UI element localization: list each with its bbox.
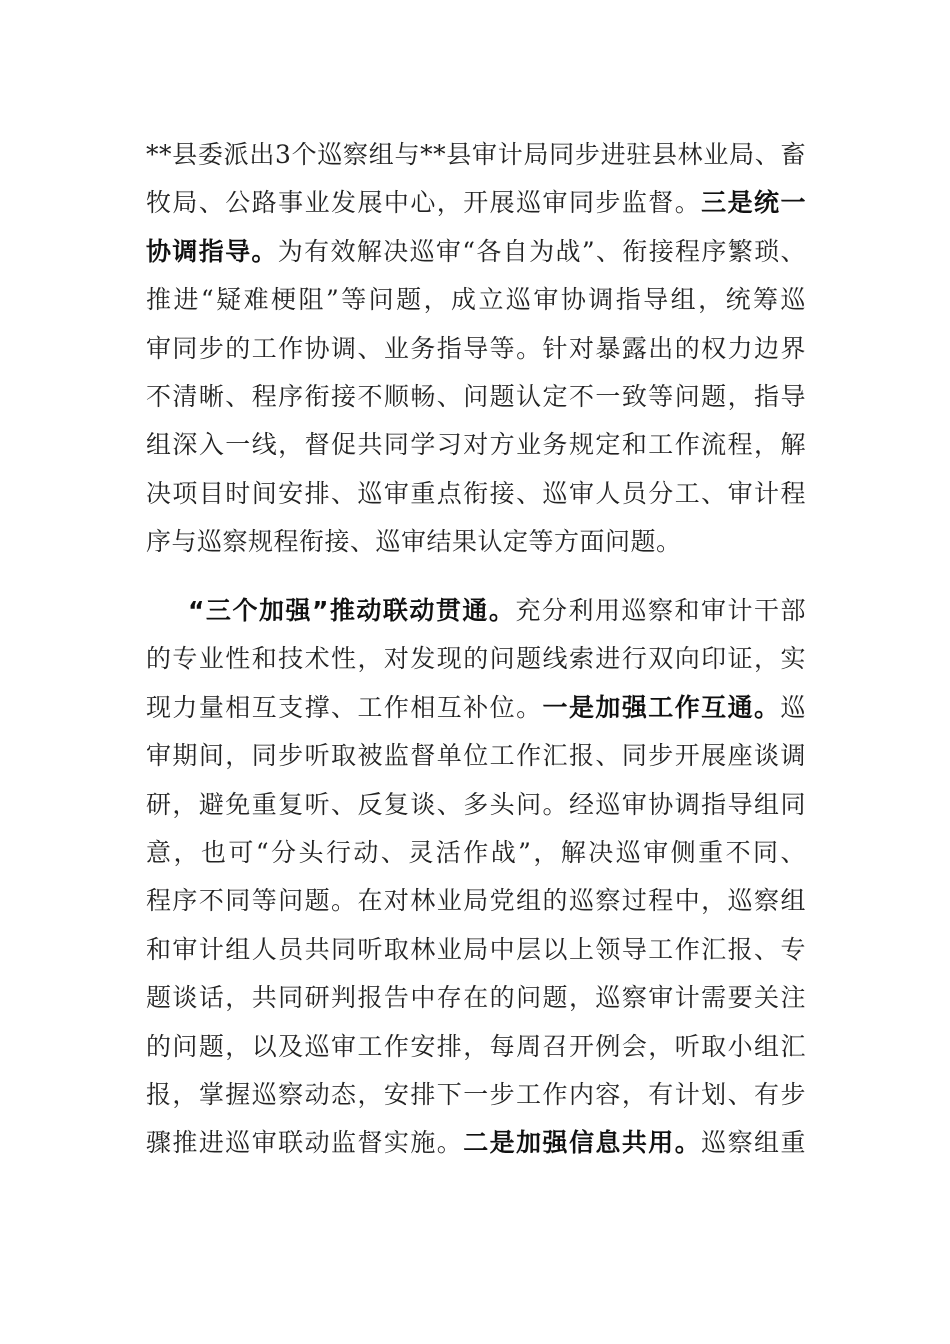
- text-line: 审同步的工作协调、业务指导等。针对暴露出的权力边界: [146, 333, 806, 363]
- text-line: 协调指导。为有效解决巡审“各自为战”、衔接程序繁琐、: [146, 236, 806, 266]
- text-line: 题谈话，共同研判报告中存在的问题，巡察审计需要关注: [146, 983, 806, 1013]
- text-line: 报，掌握巡察动态，安排下一步工作内容，有计划、有步: [146, 1079, 806, 1109]
- text-line: 组深入一线，督促共同学习对方业务规定和工作流程，解: [146, 430, 806, 460]
- text-line: 序与巡察规程衔接、巡审结果认定等方面问题。: [146, 527, 682, 557]
- text-line: 不清晰、程序衔接不顺畅、问题认定不一致等问题，指导: [146, 381, 806, 411]
- text-line: 牧局、公路事业发展中心，开展巡审同步监督。三是统一: [146, 188, 806, 218]
- text-line: 骤推进巡审联动监督实施。二是加强信息共用。巡察组重: [146, 1128, 806, 1158]
- text-line: 的专业性和技术性，对发现的问题线索进行双向印证，实: [146, 644, 806, 674]
- paragraph-1: [146, 131, 806, 567]
- bold-heading: “三个加强”推动联动贯通。: [188, 596, 516, 625]
- text-line: **县委派出3个巡察组与**县审计局同步进驻县林业局、畜: [146, 140, 806, 169]
- text-line: 和审计组人员共同听取林业局中层以上领导工作汇报、专: [146, 934, 806, 964]
- text-line: 现力量相互支撑、工作相互补位。一是加强工作互通。巡: [146, 692, 806, 722]
- bold-heading: 二是加强信息共用。: [463, 1128, 702, 1158]
- text-line: 推进“疑难梗阻”等问题，成立巡审协调指导组，统筹巡: [146, 285, 806, 315]
- text-line: 意，也可“分头行动、灵活作战”，解决巡审侧重不同、: [146, 837, 806, 867]
- paragraph-2: [146, 587, 806, 1168]
- text-line: 审期间，同步听取被监督单位工作汇报、同步开展座谈调: [146, 741, 806, 771]
- text-line: 研，避免重复听、反复谈、多头问。经巡审协调指导组同: [146, 789, 806, 819]
- text-line: 的问题，以及巡审工作安排，每周召开例会，听取小组汇: [146, 1031, 806, 1061]
- bold-heading: 三是统一: [701, 188, 806, 218]
- bold-heading: 一是加强工作互通。: [542, 692, 781, 722]
- bold-heading: 协调指导。: [146, 236, 278, 266]
- text-line: “三个加强”推动联动贯通。充分利用巡察和审计干部: [188, 596, 806, 625]
- text-line: 决项目时间安排、巡审重点衔接、巡审人员分工、审计程: [146, 478, 806, 508]
- text-line: 程序不同等问题。在对林业局党组的巡察过程中，巡察组: [146, 886, 806, 916]
